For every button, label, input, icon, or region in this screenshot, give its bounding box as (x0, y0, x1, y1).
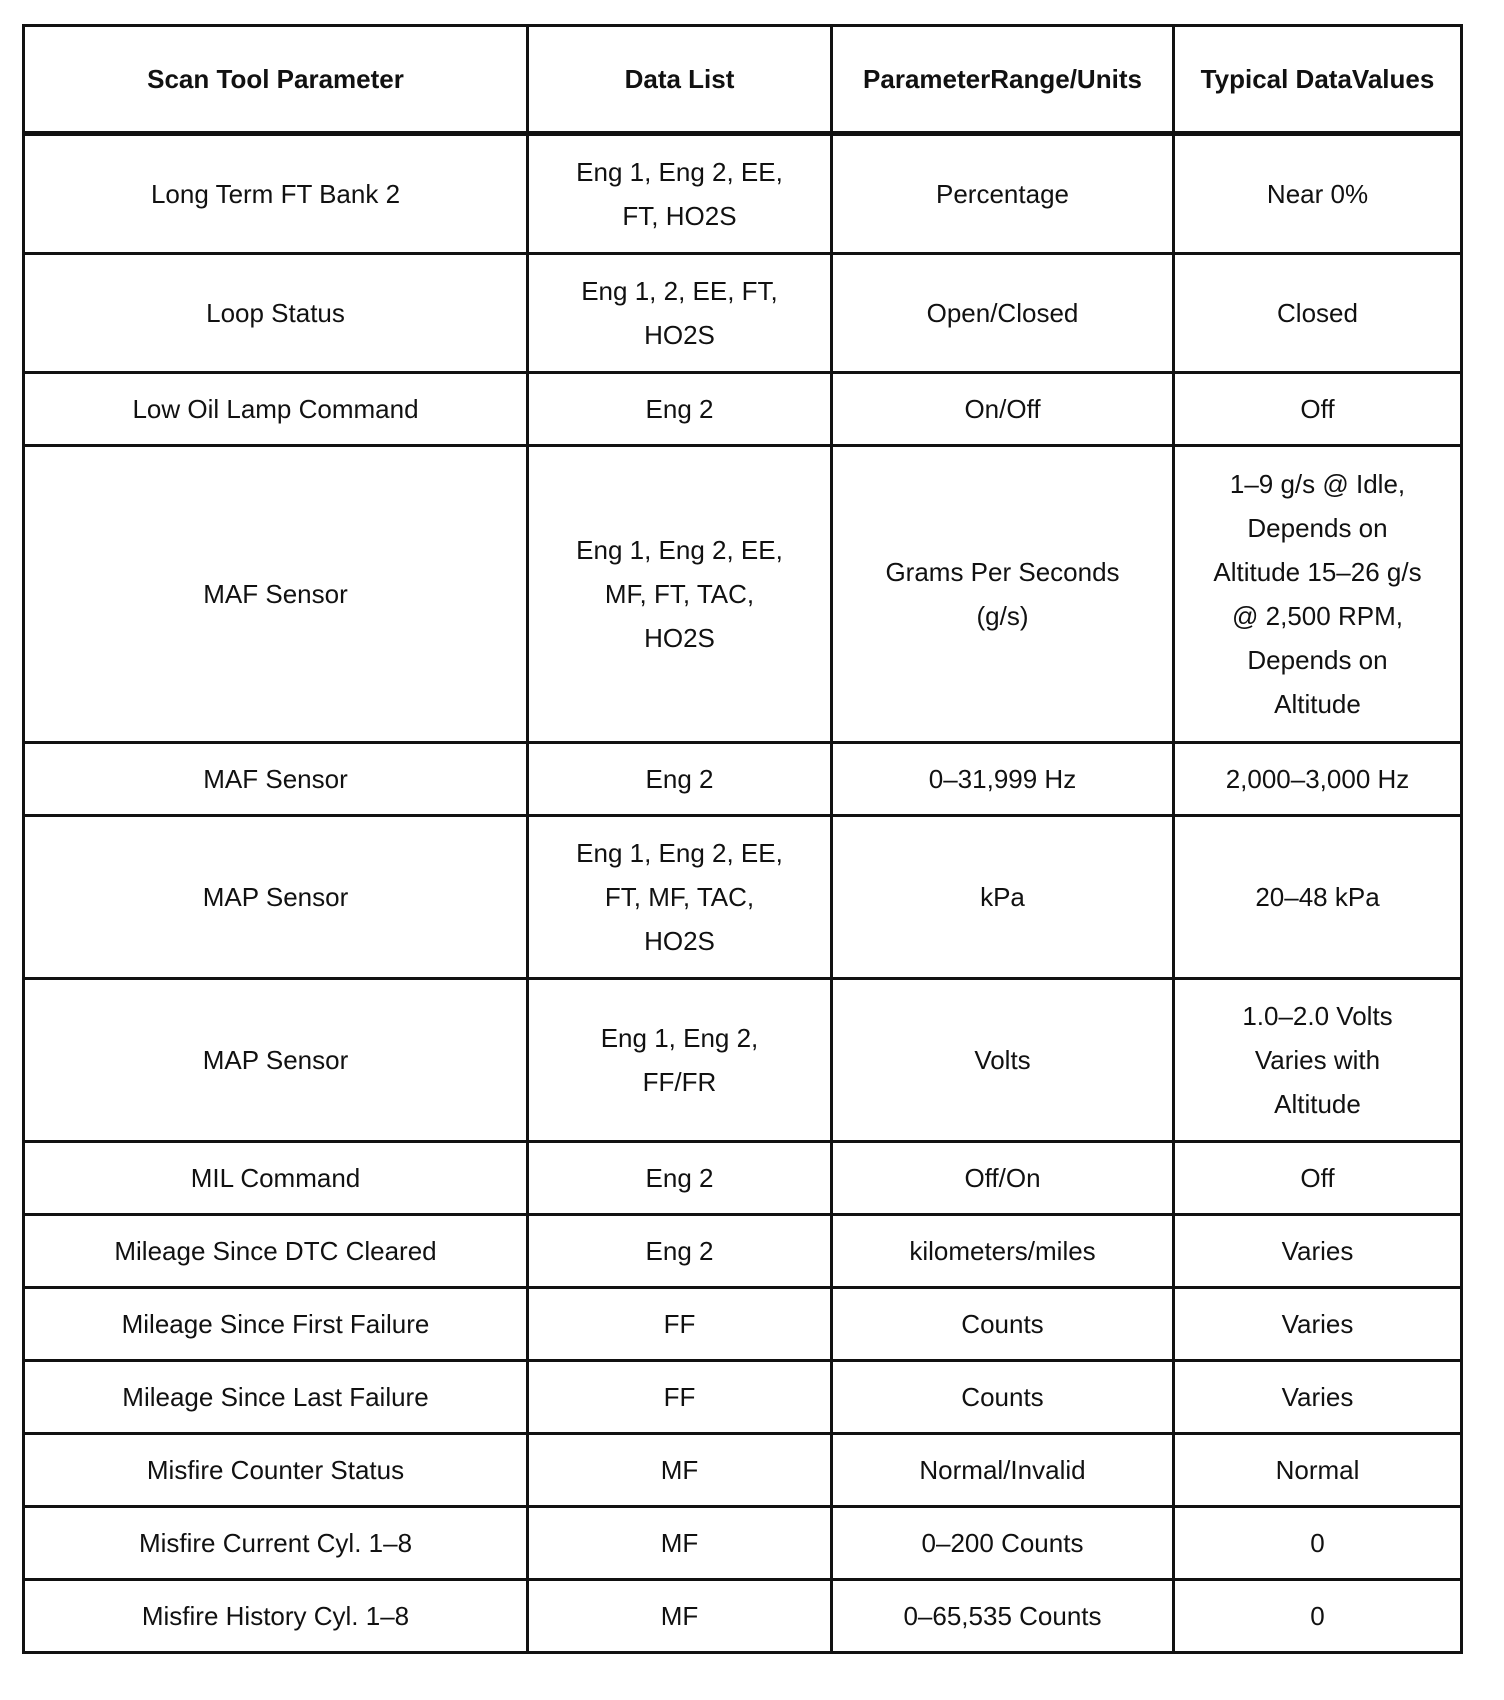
cell-text-line: HO2S (644, 623, 715, 653)
cell-typical-values (1174, 1580, 1462, 1653)
cell-text-line: MF (660, 1528, 699, 1558)
cell-range-units (832, 1288, 1174, 1361)
cell-text-line: 0–65,535 Counts (903, 1601, 1102, 1631)
cell-typical-values (1174, 1434, 1462, 1507)
header-scan-tool-parameter (24, 26, 528, 134)
cell-data-list (528, 373, 832, 446)
cell-text-line: HO2S (644, 926, 715, 956)
cell-text-line: Mileage Since First Failure (121, 1309, 430, 1339)
cell-text-line: Eng 1, Eng 2, (600, 1023, 759, 1053)
cell-data-list (528, 1288, 832, 1361)
cell-parameter (24, 1361, 528, 1434)
cell-text-line: Varies (1281, 1236, 1354, 1266)
table-row (24, 1288, 1462, 1361)
cell-text-line: 0 (1310, 1528, 1325, 1558)
cell-parameter (24, 254, 528, 373)
cell-range-units (832, 446, 1174, 743)
cell-data-list (528, 254, 832, 373)
cell-typical-values (1174, 1215, 1462, 1288)
cell-range-units (832, 1580, 1174, 1653)
cell-parameter (24, 979, 528, 1142)
table-header (24, 26, 1462, 134)
cell-text-line: Data List (624, 63, 735, 94)
cell-parameter (24, 373, 528, 446)
cell-range-units (832, 743, 1174, 816)
cell-text-line: Altitude (1274, 1089, 1361, 1119)
cell-text-line: Off (1300, 394, 1335, 424)
cell-data-list (528, 979, 832, 1142)
cell-range-units (832, 134, 1174, 254)
table-row (24, 1580, 1462, 1653)
cell-text-line: @ 2,500 RPM, (1232, 601, 1403, 631)
cell-typical-values (1174, 743, 1462, 816)
cell-text-line: kilometers/miles (909, 1236, 1096, 1266)
cell-text-line: 1–9 g/s @ Idle, (1229, 469, 1406, 499)
cell-text-line: Closed (1277, 298, 1358, 328)
cell-text-line: Misfire History Cyl. 1–8 (141, 1601, 410, 1631)
cell-data-list (528, 816, 832, 979)
cell-parameter (24, 1434, 528, 1507)
cell-text-line: Counts (961, 1382, 1044, 1412)
cell-text-line: Altitude (1274, 689, 1361, 719)
cell-text-line: 20–48 kPa (1255, 882, 1380, 912)
cell-parameter (24, 1288, 528, 1361)
cell-text-line: Off/On (964, 1163, 1041, 1193)
cell-data-list (528, 1361, 832, 1434)
cell-parameter (24, 134, 528, 254)
table-row (24, 254, 1462, 373)
table-row (24, 446, 1462, 743)
scan-tool-data-table (22, 24, 1463, 1654)
cell-text-line: Misfire Counter Status (146, 1455, 405, 1485)
cell-text-line: Varies (1281, 1309, 1354, 1339)
cell-text-line: Typical Data (1200, 63, 1352, 94)
cell-text-line: MF (660, 1601, 699, 1631)
cell-text-line: Near 0% (1266, 179, 1369, 209)
cell-text-line: Percentage (936, 179, 1069, 209)
cell-text-line: Eng 2 (645, 1236, 714, 1266)
cell-text-line: Eng 2 (645, 394, 714, 424)
cell-text-line: kPa (980, 882, 1025, 912)
cell-text-line: Volts (974, 1045, 1031, 1075)
cell-text-line: MAP Sensor (202, 1045, 349, 1075)
cell-parameter (24, 743, 528, 816)
header-row (24, 26, 1462, 134)
cell-text-line: Low Oil Lamp Command (132, 394, 419, 424)
cell-range-units (832, 816, 1174, 979)
cell-text-line: FF (663, 1309, 696, 1339)
cell-typical-values (1174, 134, 1462, 254)
cell-text-line: 0 (1310, 1601, 1325, 1631)
table-row (24, 373, 1462, 446)
cell-typical-values (1174, 1142, 1462, 1215)
cell-text-line: Varies (1281, 1382, 1354, 1412)
table-row (24, 816, 1462, 979)
table-body (24, 134, 1462, 1653)
cell-data-list (528, 446, 832, 743)
cell-text-line: Normal (1275, 1455, 1360, 1485)
cell-text-line: (g/s) (976, 601, 1029, 631)
cell-text-line: Grams Per Seconds (885, 557, 1120, 587)
cell-data-list (528, 1580, 832, 1653)
cell-data-list (528, 1142, 832, 1215)
cell-parameter (24, 1215, 528, 1288)
cell-data-list (528, 1507, 832, 1580)
cell-typical-values (1174, 373, 1462, 446)
cell-text-line: Depends on (1247, 645, 1388, 675)
cell-range-units (832, 1507, 1174, 1580)
cell-range-units (832, 373, 1174, 446)
cell-text-line: 0–200 Counts (921, 1528, 1084, 1558)
cell-text-line: 2,000–3,000 Hz (1225, 764, 1410, 794)
cell-data-list (528, 1434, 832, 1507)
header-data-list (528, 26, 832, 134)
cell-text-line: Open/Closed (926, 298, 1079, 328)
cell-text-line: Eng 1, Eng 2, EE, (576, 838, 783, 868)
cell-range-units (832, 1142, 1174, 1215)
cell-text-line: MAF Sensor (203, 764, 348, 794)
header-parameter-range-units (832, 26, 1174, 134)
cell-range-units (832, 1215, 1174, 1288)
cell-typical-values (1174, 254, 1462, 373)
cell-text-line: MF, FT, TAC, (604, 579, 755, 609)
cell-text-line: Varies with (1254, 1045, 1381, 1075)
cell-text-line: Values (1351, 63, 1435, 94)
table-row (24, 1142, 1462, 1215)
cell-parameter (24, 1142, 528, 1215)
cell-text-line: Mileage Since DTC Cleared (114, 1236, 437, 1266)
cell-text-line: Scan Tool Parameter (147, 63, 404, 94)
cell-parameter (24, 1580, 528, 1653)
cell-typical-values (1174, 979, 1462, 1142)
cell-data-list (528, 1215, 832, 1288)
table-row (24, 1434, 1462, 1507)
cell-typical-values (1174, 446, 1462, 743)
cell-text-line: Loop Status (206, 298, 345, 328)
cell-text-line: FT, HO2S (622, 201, 737, 231)
cell-typical-values (1174, 1361, 1462, 1434)
cell-text-line: Long Term FT Bank 2 (150, 179, 401, 209)
cell-text-line: MAF Sensor (203, 579, 348, 609)
table-row (24, 134, 1462, 254)
cell-parameter (24, 1507, 528, 1580)
table-row (24, 743, 1462, 816)
cell-text-line: Altitude 15–26 g/s (1213, 557, 1422, 587)
cell-parameter (24, 446, 528, 743)
cell-typical-values (1174, 816, 1462, 979)
cell-text-line: FF (663, 1382, 696, 1412)
header-typical-data-values (1174, 26, 1462, 134)
cell-data-list (528, 134, 832, 254)
cell-typical-values (1174, 1507, 1462, 1580)
cell-text-line: Normal/Invalid (919, 1455, 1086, 1485)
cell-range-units (832, 1361, 1174, 1434)
cell-text-line: Misfire Current Cyl. 1–8 (138, 1528, 413, 1558)
cell-text-line: MAP Sensor (202, 882, 349, 912)
cell-text-line: Eng 1, Eng 2, EE, (576, 157, 783, 187)
cell-text-line: 0–31,999 Hz (928, 764, 1077, 794)
cell-text-line: Eng 1, 2, EE, FT, (581, 276, 778, 306)
cell-text-line: MF (660, 1455, 699, 1485)
cell-text-line: HO2S (644, 320, 715, 350)
table-row (24, 979, 1462, 1142)
table-row (24, 1215, 1462, 1288)
cell-text-line: FT, MF, TAC, (604, 882, 755, 912)
cell-text-line: Off (1300, 1163, 1335, 1193)
cell-text-line: Counts (961, 1309, 1044, 1339)
cell-range-units (832, 979, 1174, 1142)
cell-text-line: On/Off (964, 394, 1041, 424)
cell-range-units (832, 254, 1174, 373)
cell-range-units (832, 1434, 1174, 1507)
cell-text-line: Eng 2 (645, 764, 714, 794)
table-row (24, 1507, 1462, 1580)
table-row (24, 1361, 1462, 1434)
cell-text-line: Mileage Since Last Failure (122, 1382, 429, 1412)
cell-text-line: FF/FR (642, 1067, 717, 1097)
cell-text-line: Range/Units (990, 63, 1142, 94)
cell-text-line: 1.0–2.0 Volts (1242, 1001, 1393, 1031)
cell-text-line: Eng 2 (645, 1163, 714, 1193)
cell-text-line: Depends on (1247, 513, 1388, 543)
cell-text-line: MIL Command (190, 1163, 361, 1193)
cell-text-line: Eng 1, Eng 2, EE, (576, 535, 783, 565)
cell-data-list (528, 743, 832, 816)
cell-text-line: Parameter (863, 63, 991, 94)
cell-typical-values (1174, 1288, 1462, 1361)
cell-parameter (24, 816, 528, 979)
